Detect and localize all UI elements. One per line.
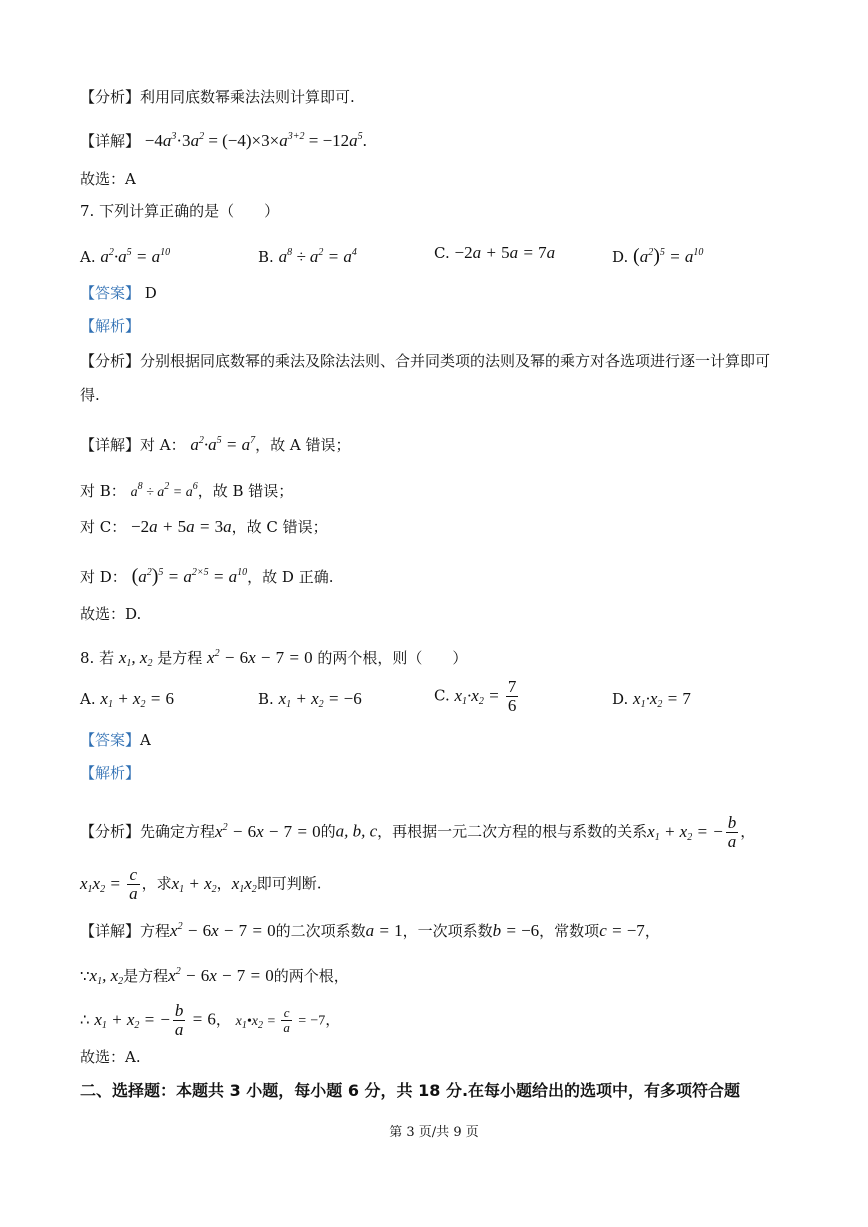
option-label: C. [434, 244, 450, 262]
analysis-tag: 【分析】 [80, 822, 141, 841]
analysis-abc: a, b, c [335, 821, 378, 841]
analysis-tag: 【分析】 [80, 352, 141, 370]
q8-equation: $x^2 - 6x - 7 = 0$ [207, 648, 313, 667]
q8-analysis [80, 814, 755, 851]
q7-option-c [434, 242, 555, 264]
analysis-p2: 的 [320, 822, 336, 841]
q8-roots: $x_1$, $x_2$ [118, 648, 153, 669]
q8-therefore: ∴ $x_1 + x_2$ = − $\frac{b}{a}$ = 6， $x_1•x_2$ = $\frac{c}{a}$ = −7， [80, 1001, 341, 1039]
because-equation: $x^2 - 6x - 7 = 0$ [168, 966, 274, 985]
q7-option-b-formula: $a^8 \div a^2 = a^4$ [278, 247, 357, 266]
therefore-product-value: = −7 [293, 1013, 326, 1029]
detail-p5: ， [644, 922, 660, 940]
q7-option-b [258, 242, 357, 268]
analysis-frac-c-a: $\frac{c}{a}$ [129, 865, 138, 903]
q7-option-d [612, 242, 703, 268]
analysis-tag: 【分析】 [80, 88, 141, 106]
detail-c-prefix: 对 C： [80, 518, 127, 536]
detail-b-value: b = −6 [492, 921, 540, 940]
detail-c-suffix: ，故 C 错误； [231, 518, 328, 536]
analysis-l2-p2: ， [216, 874, 232, 893]
page-footer: 第 3 页/共 9 页 [389, 1125, 479, 1140]
detail-d-prefix: 对 D： [80, 568, 127, 586]
q8-option-a-formula: $x_1 + x_2 = 6$ [100, 689, 174, 710]
q8-option-b-formula: $x_1 + x_2 = -6$ [278, 689, 362, 710]
q7-option-d-formula: $(a^2)^5 = a^{10}$ [633, 245, 704, 267]
q7-detail-d [80, 562, 333, 588]
analysis-p4: ， [740, 822, 756, 841]
q7-analysis-cont: 得. [80, 386, 100, 404]
q8-option-d-formula: $x_1\cdot x_2 = 7$ [633, 689, 691, 710]
q8-answer [80, 729, 151, 751]
option-label: C. [434, 686, 450, 705]
q8-detail [80, 916, 660, 942]
option-label: D. [612, 690, 629, 708]
analysis-frac-b-a: $\frac{b}{a}$ [727, 813, 737, 851]
answer-value: A [140, 731, 151, 749]
detail-tag: 【详解】 [80, 132, 141, 150]
q7-detail-b [80, 476, 293, 504]
because-symbol: ∵ [80, 967, 90, 985]
q8-stem [80, 643, 467, 675]
detail-p3: ，一次项系数 [402, 922, 493, 940]
q8-jiexi-tag: 【解析】 [80, 764, 141, 782]
q6-formula: $-4a^3\cdot 3a^2 = (-4)\times 3\times a^{3+2} = -12a^5$. [144, 131, 367, 150]
analysis-text: 分别根据同底数幂的乘法及除法法则、合并同类项的法则及幂的乘方对各选项进行逐一计算即可 [140, 352, 771, 370]
detail-tag: 【详解】 [80, 436, 141, 454]
analysis-sum2: $x_1 + x_2$ [171, 873, 217, 895]
because-suffix: 的两个根， [273, 967, 349, 985]
therefore-frac-c-a: $\frac{c}{a}$ [283, 1005, 290, 1035]
detail-p4: ，常数项 [539, 922, 600, 940]
because-mid: 是方程 [123, 967, 169, 985]
q6-analysis [80, 86, 355, 108]
detail-c-value: c = −7 [599, 921, 645, 940]
option-label: A. [80, 248, 96, 266]
q7-option-c-formula: −2a + 5a = 7a [454, 243, 556, 262]
analysis-p3: ，再根据一元二次方程的根与系数的关系 [377, 822, 648, 841]
q8-stem-suffix: 的两个根，则（ ） [317, 649, 468, 667]
analysis-l2-p3: 即可判断. [256, 874, 322, 893]
q6-detail [80, 126, 367, 152]
q8-option-d [612, 688, 691, 716]
detail-a-value: a = 1 [365, 921, 403, 940]
q8-stem-mid: 是方程 [157, 649, 203, 667]
therefore-sum-value: = 6 [187, 1009, 216, 1029]
analysis-sum: $x_1 + x_2$ = − [647, 821, 724, 843]
q7-analysis [80, 350, 770, 372]
detail-b-suffix: ，故 B 错误； [197, 482, 294, 500]
detail-a-formula: $a^2\cdot a^5 = a^7$ [190, 435, 256, 454]
because-roots: $x_1$, $x_2$ [89, 966, 124, 987]
therefore-product: $x_1•x_2$ = [235, 1013, 280, 1031]
q7-detail-a [80, 430, 351, 456]
q7-option-a [80, 242, 170, 268]
analysis-equation: $x^2 - 6x - 7 = 0$ [215, 821, 321, 841]
answer-tag: 【答案】 [80, 731, 141, 749]
analysis-l2-p1: ，求 [141, 874, 172, 893]
analysis-product: $x_1x_2$ = [80, 873, 126, 895]
detail-p1: 方程 [140, 922, 171, 940]
analysis-text: 利用同底数幂乘法法则计算即可. [140, 88, 355, 106]
detail-a-prefix: 对 A： [140, 436, 186, 454]
q7-option-a-formula: $a^2\cdot a^5 = a^{10}$ [100, 247, 171, 266]
detail-b-prefix: 对 B： [80, 482, 126, 500]
q8-option-c-formula: $x_1\cdot x_2$ = [454, 685, 504, 707]
section-heading: 二、选择题：本题共 3 小题，每小题 6 分，共 18 分.在每小题给出的选项中，有多项符合题 [80, 1081, 741, 1100]
q8-answer-line: 故选：A. [80, 1048, 141, 1066]
q8-option-c-fraction: $\frac{7}{6}$ [507, 677, 517, 715]
q8-option-b [258, 688, 362, 716]
q7-stem: 7. 下列计算正确的是（ ） [80, 202, 280, 220]
q7-detail-c [80, 516, 328, 538]
detail-b-formula: $a^8 \div a^2 = a^6$ [130, 481, 198, 500]
answer-value: D [144, 284, 157, 302]
option-label: B. [258, 690, 274, 708]
detail-tag: 【详解】 [80, 922, 141, 940]
q8-because [80, 961, 349, 993]
q8-option-a [80, 688, 174, 716]
therefore-frac-b-a: $\frac{b}{a}$ [174, 1001, 184, 1039]
answer-tag: 【答案】 [80, 284, 141, 302]
q8-option-c [434, 678, 520, 715]
therefore-symbol: ∴ [80, 1010, 90, 1029]
detail-d-formula: $(a^2)^5 = a^{2\times 5} = a^{10}$ [131, 565, 248, 587]
analysis-product2: $x_1x_2$ [231, 873, 257, 895]
q8-stem-prefix: 8. 若 [80, 649, 115, 667]
detail-c-formula: −2a + 5a = 3a [131, 517, 232, 536]
detail-a-suffix: ，故 A 错误； [255, 436, 351, 454]
option-label: D. [612, 248, 629, 266]
q8-analysis-line2 [80, 866, 322, 903]
therefore-sum: $x_1 + x_2$ = − [94, 1009, 171, 1031]
detail-p2: 的二次项系数 [275, 922, 366, 940]
q7-answer [80, 282, 157, 304]
q6-answer: 故选：A [80, 170, 136, 188]
option-label: B. [258, 248, 274, 266]
option-label: A. [80, 690, 96, 708]
q7-answer-line: 故选：D. [80, 605, 142, 623]
analysis-p1: 先确定方程 [140, 822, 216, 841]
detail-equation: $x^2 - 6x - 7 = 0$ [170, 921, 276, 940]
q7-jiexi-tag: 【解析】 [80, 317, 141, 335]
detail-d-suffix: ，故 D 正确. [247, 568, 334, 586]
